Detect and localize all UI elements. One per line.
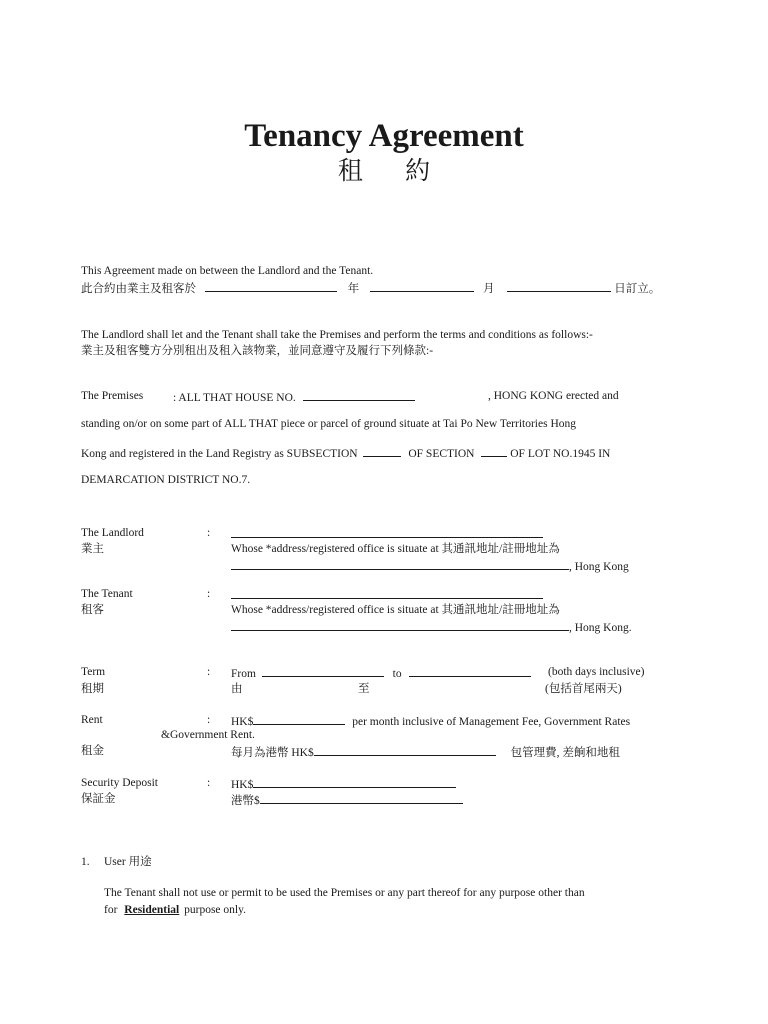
date-blank[interactable] (205, 280, 337, 292)
page-title-chinese: 租 約 (337, 158, 449, 185)
intro-zh-month: 月 (483, 283, 495, 295)
tenant-colon: : (207, 588, 211, 600)
premises-hong-kong: , HONG KONG erected and (488, 390, 619, 402)
premises-house-no: : ALL THAT HOUSE NO. (173, 392, 296, 404)
premises-line3 (81, 445, 610, 461)
term-label-chinese: 租期 (81, 683, 104, 695)
house-no-blank[interactable] (303, 389, 415, 401)
deposit-hk-zh: 港幣$ (231, 795, 260, 807)
clause1-heading: User 用途 (104, 856, 152, 868)
landlord-address-blank[interactable] (231, 558, 569, 570)
subsection-blank[interactable] (363, 445, 401, 457)
rent-label: Rent (81, 714, 103, 726)
tenant-hong-kong: , Hong Kong. (569, 622, 632, 634)
tenant-address-text: Whose *address/registered office is situate at 其通訊地址/註冊地址為 (231, 604, 560, 616)
clause1-purpose-only: purpose only. (184, 904, 246, 916)
term-inclusive: (both days inclusive) (548, 666, 645, 678)
term-line (231, 665, 531, 681)
terms-intro-chinese: 業主及租客雙方分別租出及租入該物業，並同意遵守及履行下列條款:- (81, 345, 434, 357)
intro-chinese-line (81, 280, 660, 296)
deposit-colon: : (207, 777, 211, 789)
rent-line2: &Government Rent. (161, 729, 255, 741)
clause1-number: 1. (81, 856, 90, 868)
premises-line2: standing on/or on some part of ALL THAT piece or parcel of ground situate at Tai Po New Territories Hong (81, 418, 577, 430)
landlord-name-row (231, 526, 543, 542)
rent-chinese-line (231, 744, 620, 760)
premises-label: The Premises (81, 390, 144, 402)
term-colon: : (207, 666, 211, 678)
rent-zh-suffix: 包管理費, 差餉和地租 (510, 747, 620, 759)
deposit-zh-amount-blank[interactable] (260, 792, 463, 804)
premises-section: OF SECTION (408, 448, 475, 460)
rent-zh-amount-blank[interactable] (314, 744, 496, 756)
clause1-for: for (104, 904, 118, 916)
tenant-name-row (231, 587, 543, 603)
term-to-chinese: 至 (358, 683, 370, 695)
term-from-blank[interactable] (262, 665, 384, 677)
term-label: Term (81, 666, 106, 678)
landlord-hong-kong: , Hong Kong (569, 561, 629, 573)
intro-zh-year: 年 (347, 283, 360, 295)
tenant-address-line (231, 619, 632, 635)
term-to: to (392, 668, 402, 680)
rent-label-chinese: 租金 (81, 745, 104, 757)
landlord-colon: : (207, 527, 211, 539)
premises-subsection: Kong and registered in the Land Registry as SUBSECTION (81, 448, 358, 460)
clause1-residential: Residential (124, 904, 180, 916)
rent-amount-blank[interactable] (253, 713, 345, 725)
deposit-hk: HK$ (231, 779, 254, 791)
deposit-label-chinese: 保証金 (81, 793, 116, 805)
rent-per-month: per month inclusive of Management Fee, Government Rates (352, 716, 631, 728)
year-blank[interactable] (370, 280, 474, 292)
section-blank[interactable] (481, 445, 507, 457)
tenant-name-blank[interactable] (231, 587, 543, 599)
rent-hk: HK$ (231, 716, 254, 728)
tenant-address-blank[interactable] (231, 619, 569, 631)
clause1-line1: The Tenant shall not use or permit to be used the Premises or any part thereof for any purpose other than (104, 887, 585, 899)
deposit-label: Security Deposit (81, 777, 158, 789)
rent-line (231, 713, 630, 729)
tenant-label: The Tenant (81, 588, 133, 600)
deposit-chinese-line (231, 792, 463, 808)
tenant-label-chinese: 租客 (81, 604, 104, 616)
term-inclusive-chinese: (包括首尾兩天) (545, 683, 622, 695)
terms-intro-english: The Landlord shall let and the Tenant shall take the Premises and perform the terms and conditions as follows:- (81, 329, 593, 341)
month-blank[interactable] (507, 280, 611, 292)
landlord-label: The Landlord (81, 527, 144, 539)
rent-colon: : (207, 714, 211, 726)
deposit-line (231, 776, 456, 792)
clause1-line2 (104, 903, 246, 917)
term-from-chinese: 由 (231, 683, 243, 695)
landlord-address-text: Whose *address/registered office is situate at 其通訊地址/註冊地址為 (231, 543, 560, 555)
intro-english: This Agreement made on between the Landlord and the Tenant. (81, 265, 374, 277)
landlord-address-line (231, 558, 629, 574)
page-title: Tenancy Agreement (244, 118, 524, 154)
term-from: From (231, 668, 256, 680)
premises-lot: OF LOT NO.1945 IN (510, 448, 611, 460)
deposit-amount-blank[interactable] (253, 776, 456, 788)
landlord-label-chinese: 業主 (81, 543, 104, 555)
premises-line1 (173, 389, 415, 405)
intro-zh-day: 日訂立。 (614, 283, 661, 295)
landlord-name-blank[interactable] (231, 526, 543, 538)
term-to-blank[interactable] (409, 665, 531, 677)
intro-zh-prefix: 此合約由業主及租客於 (81, 283, 196, 295)
premises-line4: DEMARCATION DISTRICT NO.7. (81, 474, 251, 486)
rent-zh-prefix: 每月為港幣 HK$ (231, 747, 314, 759)
